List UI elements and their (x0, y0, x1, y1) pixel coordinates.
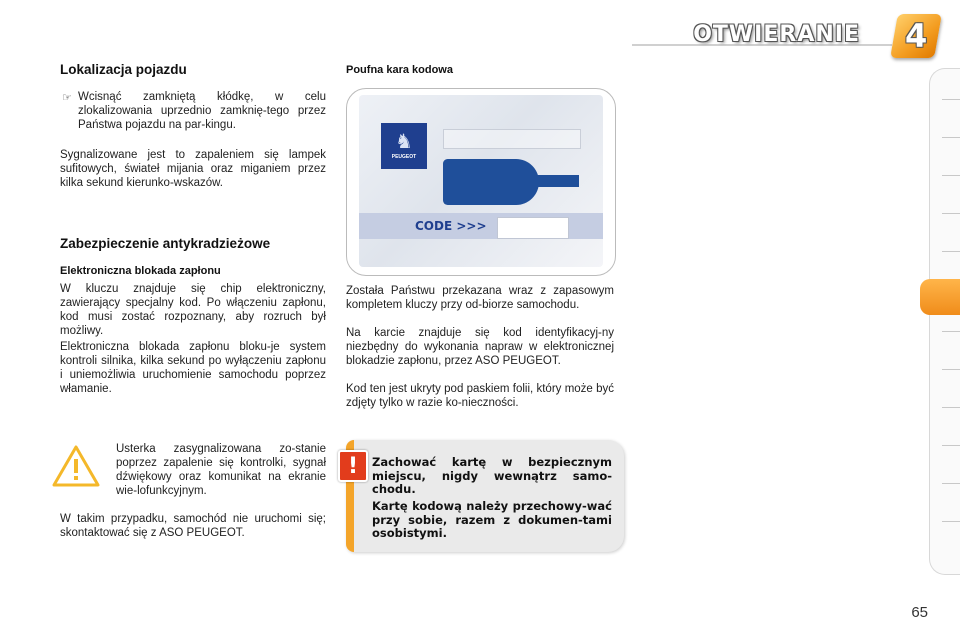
notice-text: Zachować kartę w bezpiecznym miejscu, nigdy wewnątrz samo-chodu. (372, 455, 612, 496)
chapter-tabs (929, 68, 960, 575)
pointing-hand-icon: ☞ (62, 92, 72, 104)
tab-marker[interactable] (942, 99, 960, 100)
tab-marker[interactable] (942, 483, 960, 484)
chapter-header (640, 14, 960, 62)
bullet-text: Wcisnąć zamkniętą kłódkę, w celu zlokalizowania uprzednio zamknię-tego przez Państwa pojazdu na par-kingu. (78, 91, 326, 131)
code-box (497, 217, 569, 239)
tab-marker[interactable] (942, 369, 960, 370)
card-field (443, 129, 581, 149)
section-paragraph: Została Państwu przekazana wraz z zapasowym kompletem kluczy przy od-biorze samochodu. (346, 285, 614, 311)
chapter-number: 4 (904, 17, 928, 55)
code-card-illustration (346, 88, 616, 276)
section-title-vehicle-location: Lokalizacja pojazdu (60, 62, 187, 77)
logo-brand-text: PEUGEOT (391, 154, 417, 160)
tab-marker[interactable] (942, 137, 960, 138)
section-paragraph: Na karcie znajduje się kod identyfikacyj-ny niezbędny do wykonania napraw w elektronicznej blokadzie zapłonu, przez ASO PEUGEOT. (346, 327, 614, 367)
warning-text: Usterka zasygnalizowana zo-stanie poprzez zapalenie się kontrolki, sygnał dźwiękowy oraz komunikat na ekranie wie-lofunkcyjnym. (116, 443, 326, 497)
page-number: 65 (911, 604, 928, 621)
section-title-anti-theft: Zabezpieczenie antykradzieżowe (60, 236, 271, 251)
tab-marker[interactable] (942, 331, 960, 332)
tab-marker[interactable] (942, 521, 960, 522)
section-paragraph: Elektroniczna blokada zapłonu bloku-je system kontroli silnika, kilka sekund po wyłączeniu zapłonu i uniemożliwia uruchomienie samochodu poprzez włamanie. (60, 341, 326, 395)
section-paragraph: Kod ten jest ukryty pod paskiem folii, który może być zdjęty tylko w razie ko-nieczności. (346, 383, 614, 409)
section-paragraph: W takim przypadku, samochód nie uruchomi się; skontaktować się z ASO PEUGEOT. (60, 513, 326, 539)
tab-marker[interactable] (942, 213, 960, 214)
tab-marker[interactable] (942, 251, 960, 252)
exclamation-icon: ! (338, 450, 368, 482)
important-notice-box (346, 440, 624, 552)
section-title-code-card: Poufna kara kodowa (346, 64, 453, 76)
section-paragraph: W kluczu znajduje się chip elektroniczny, zawierający specjalny kod. Po włączeniu zapłonu, kod musi zostać rozpoznany, aby rozruch był możliwy. (60, 283, 326, 337)
chapter-title: OTWIERANIE (693, 22, 860, 47)
key-shape (443, 159, 539, 205)
subsection-title-immobiliser: Elektroniczna blokada zapłonu (60, 265, 221, 277)
tab-marker[interactable] (942, 407, 960, 408)
peugeot-logo (381, 123, 427, 169)
key-blade-shape (535, 175, 579, 187)
tab-marker[interactable] (942, 445, 960, 446)
notice-text: Kartę kodową należy przechowy-wać przy sobie, razem z dokumen-tami osobistymi. (372, 499, 612, 540)
lion-emblem-icon: ♞ (395, 131, 413, 153)
tab-marker[interactable] (942, 175, 960, 176)
code-card (359, 95, 603, 267)
tab-active-chapter[interactable] (920, 279, 960, 315)
chapter-number-badge (890, 14, 942, 58)
section-paragraph: Sygnalizowane jest to zapaleniem się lampek sufitowych, świateł mijania oraz miganiem przez kilka sekund kierunko-wskazów. (60, 149, 326, 189)
code-label: CODE >>> (415, 219, 487, 233)
warning-triangle-icon (52, 444, 100, 488)
